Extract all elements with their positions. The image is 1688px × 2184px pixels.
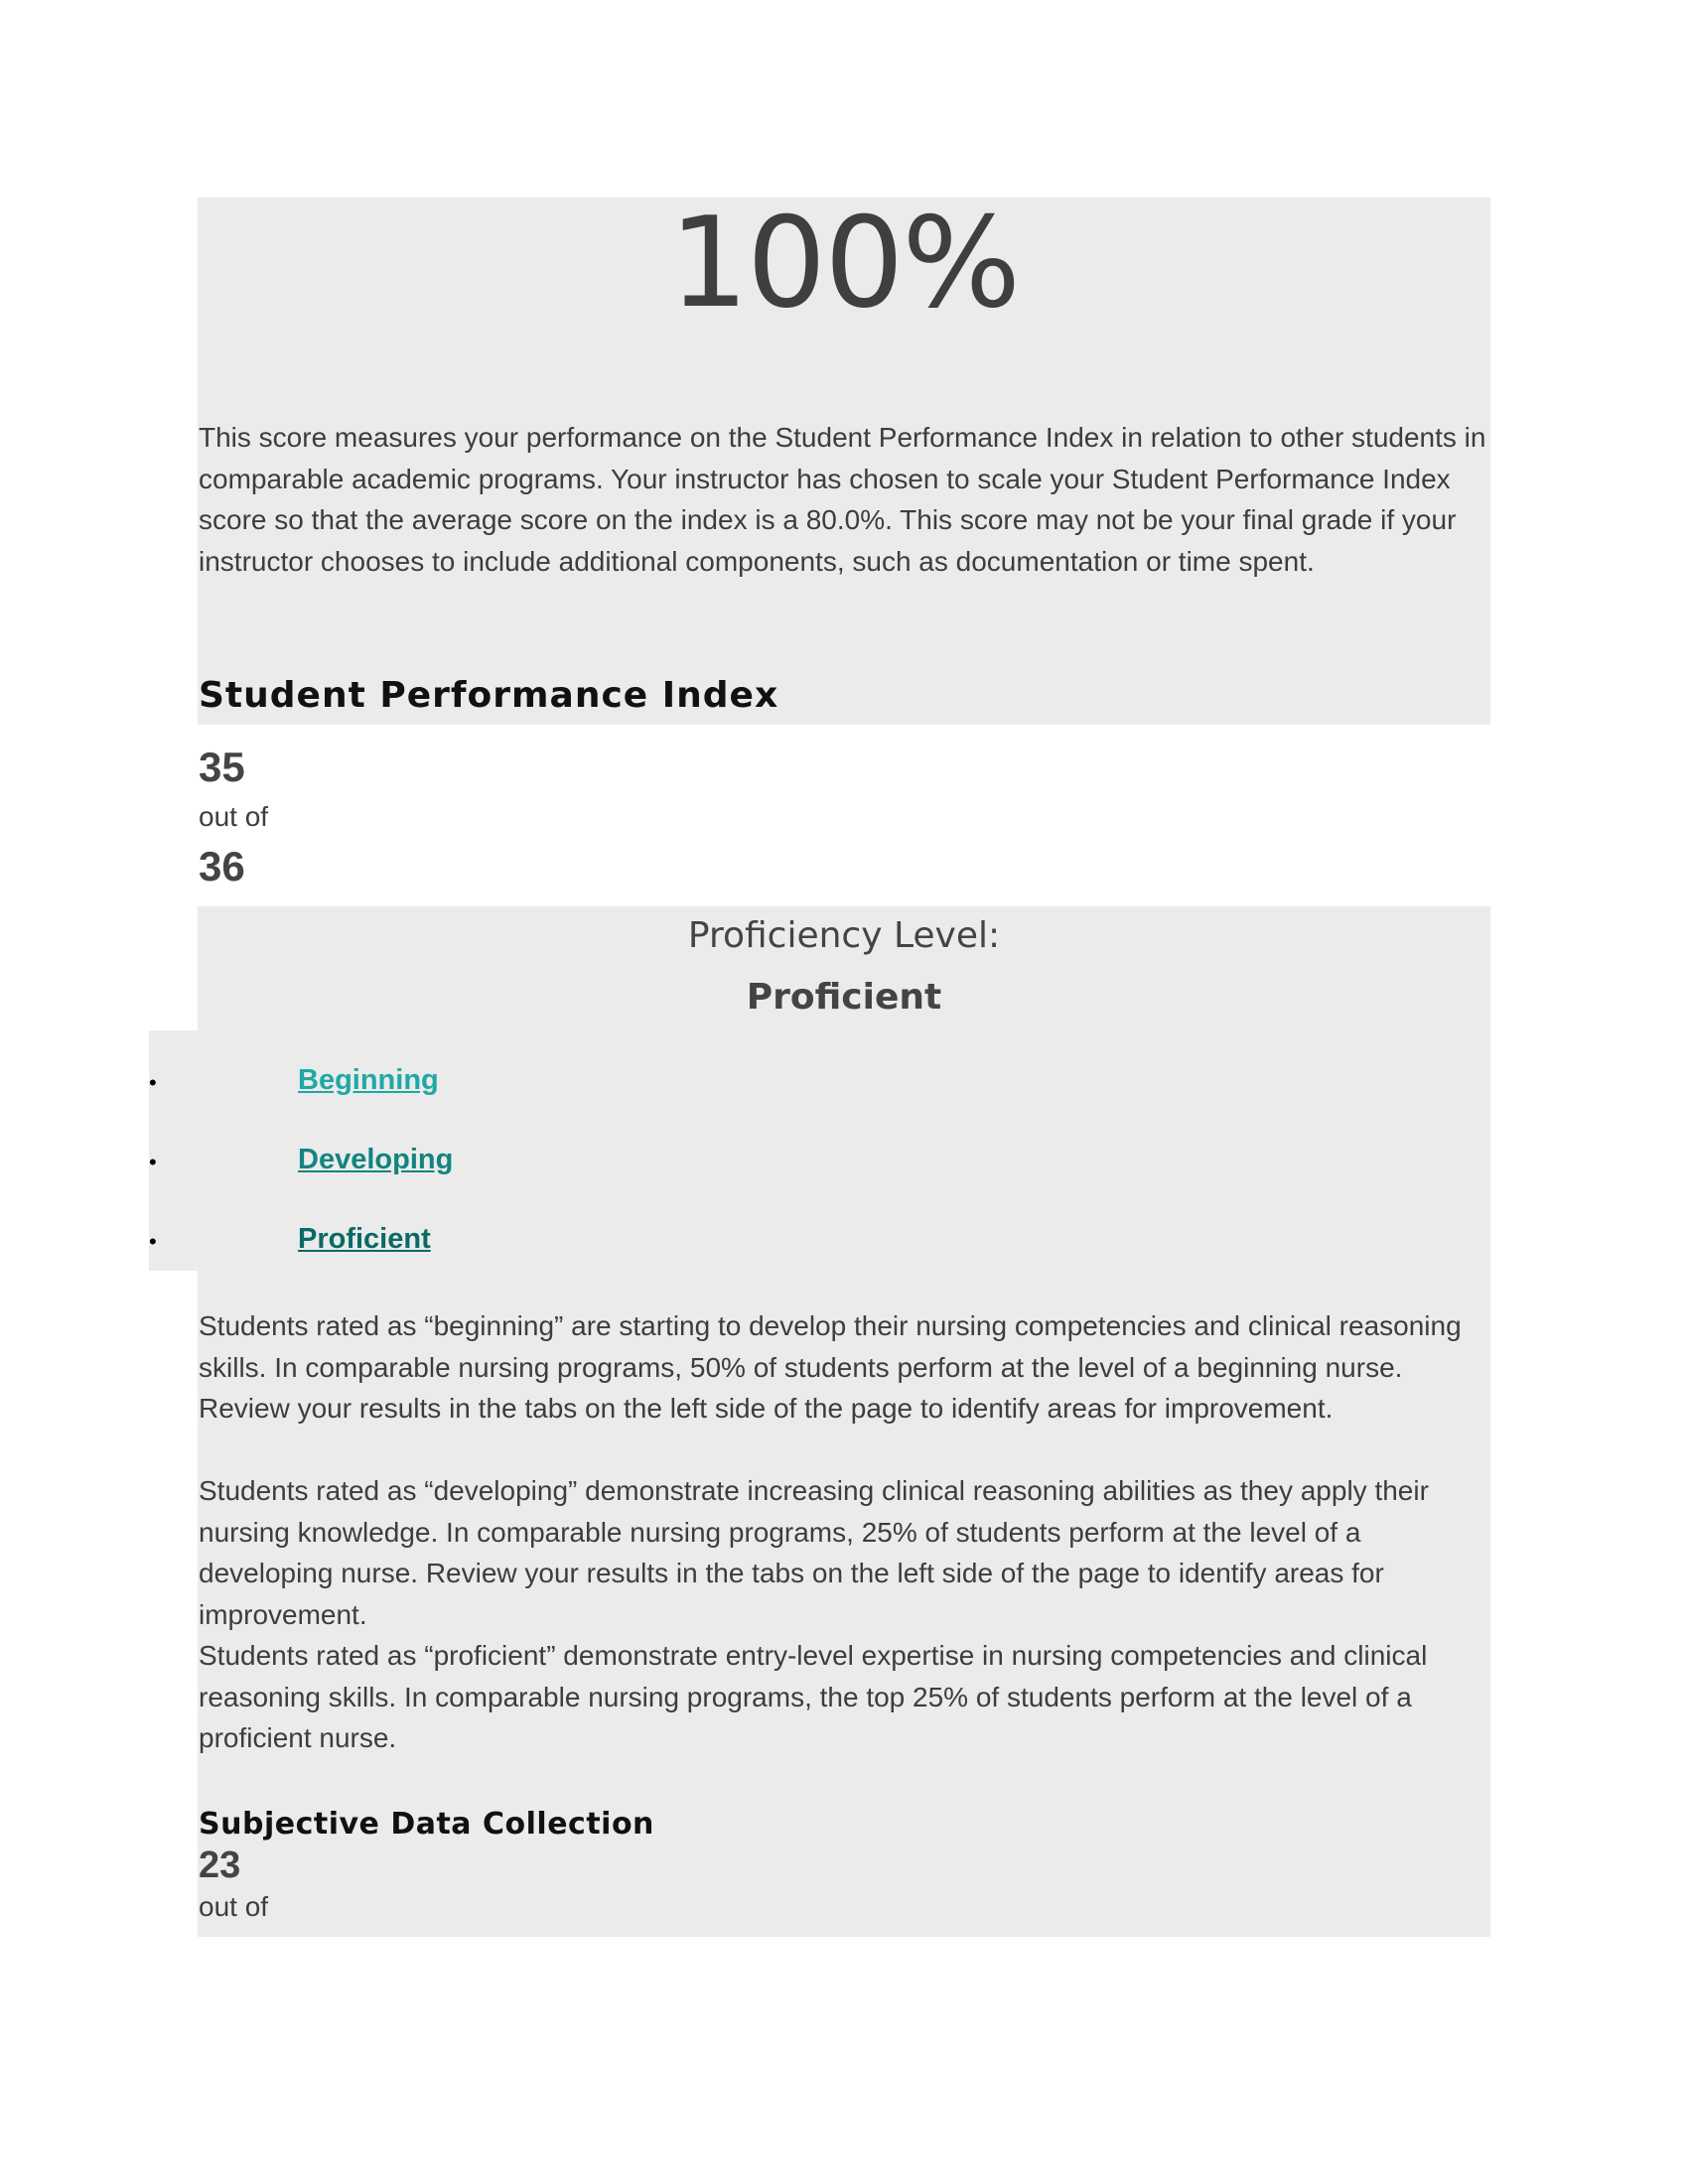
developing-description: Students rated as “developing” demonstrate increasing clinical reasoning abilities as they apply their nursing knowledge. In comparable nursing programs, 25% of students perform at the level of a developing nurse. Review your results in the tabs on the left side of the page to identify areas for improvement.: [199, 1475, 1429, 1630]
subjective-score-value: 23: [199, 1844, 241, 1886]
proficient-description: Students rated as “proficient” demonstrate entry-level expertise in nursing competencies and clinical reasoning skills. In comparable nursing programs, the top 25% of students perform at the level of a proficient nurse.: [199, 1640, 1428, 1754]
proficiency-level-label: Proficiency Level:: [687, 915, 1001, 956]
level-link-proficient[interactable]: Proficient: [298, 1223, 431, 1255]
index-out-of-label: out of: [199, 801, 269, 832]
bullet-glyph: •: [149, 1150, 157, 1174]
index-total-value: 36: [199, 843, 245, 889]
subjective-data-collection-heading: Subjective Data Collection: [199, 1807, 654, 1842]
level-link-beginning[interactable]: Beginning: [298, 1064, 439, 1096]
overall-score-percent: 100%: [668, 190, 1020, 336]
bullet-glyph: •: [149, 1070, 157, 1095]
subjective-out-of-label: out of: [199, 1891, 269, 1922]
level-link-developing[interactable]: Developing: [298, 1144, 454, 1175]
beginning-description: Students rated as “beginning” are starting to develop their nursing competencies and clinical reasoning skills. In comparable nursing programs, 50% of students perform at the level of a beginning nurse. Review your results in the tabs on the left side of the page to identify areas for improvement.: [199, 1310, 1462, 1425]
score-description: This score measures your performance on the Student Performance Index in relation to other students in comparable academic programs. Your instructor has chosen to scale your Student Performance Index score so that the average score on the index is a 80.0%. This score may not be your final grade if your instructor chooses to include additional components, such as documentation or time spent.: [199, 422, 1486, 577]
student-performance-index-heading: Student Performance Index: [199, 675, 779, 716]
proficiency-level-value: Proficient: [746, 977, 942, 1018]
index-score-value: 35: [199, 744, 245, 790]
bullet-glyph: •: [149, 1229, 157, 1254]
